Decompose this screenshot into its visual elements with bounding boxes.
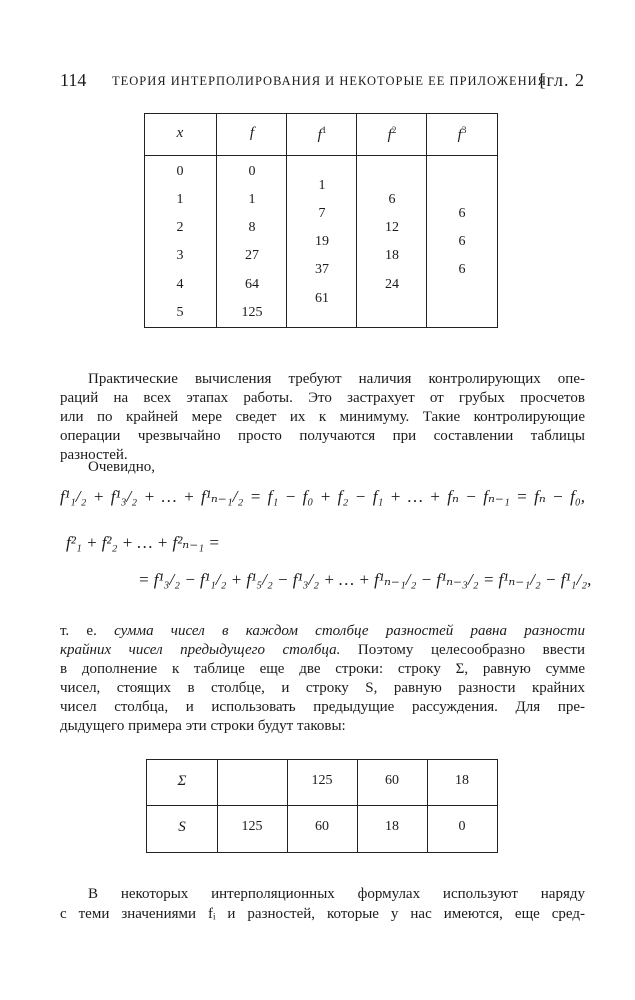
- f-cell: 0: [248, 164, 256, 179]
- formula-line-2: f²₁ + f²₂ + … + f²ₙ₋₁ =: [66, 533, 220, 552]
- paragraph-line: дыдущего примера эти строки будут таковы:: [60, 718, 346, 734]
- paragraph-line: или по крайней мере сведет их к минимуму. Такие контролирующие: [60, 409, 585, 425]
- x-cell: 3: [176, 248, 184, 263]
- page-number: 114: [60, 70, 87, 90]
- s-cell: 125: [241, 819, 263, 834]
- d1-cell: 19: [315, 234, 329, 249]
- d2-cell: 12: [385, 220, 399, 235]
- paragraph-line: чисел столбца, и использовать предыдущие рассуждения. Для пре-: [60, 699, 585, 715]
- f-cell: 64: [245, 277, 259, 292]
- d3-cell: 6: [458, 262, 466, 277]
- sigma-cell: 125: [311, 773, 333, 788]
- sum-table: [146, 759, 498, 853]
- f-cell: 8: [248, 220, 256, 235]
- x-cell: 4: [176, 277, 184, 292]
- paragraph-line: раций на всех этапах работы. Это застрахует от грубых просчетов: [60, 390, 585, 406]
- s-cell: 60: [315, 819, 329, 834]
- paragraph-line: в дополнение к таблице еще две строки: строку Σ, равную сумме: [60, 661, 585, 677]
- d1-cell: 1: [318, 178, 326, 193]
- paragraph-line: крайних чисел предыдущего столбца. Поэтому целесообразно ввести: [60, 642, 585, 658]
- d3-cell: 6: [458, 234, 466, 249]
- paragraph-line: разностей.: [60, 447, 128, 463]
- d2-cell: 6: [388, 192, 396, 207]
- s-cell: 18: [385, 819, 399, 834]
- sigma-cell: 60: [385, 773, 399, 788]
- d1-cell: 37: [315, 262, 329, 277]
- d1-cell: 7: [318, 206, 326, 221]
- d2-cell: 18: [385, 248, 399, 263]
- column-header-x: x: [176, 125, 184, 141]
- s-row-label: S: [178, 819, 186, 835]
- d1-cell: 61: [315, 291, 329, 306]
- paragraph-line: операции чрезвычайно просто получаются при составлении таблицы: [60, 428, 585, 444]
- x-cell: 0: [176, 164, 184, 179]
- s-cell: 0: [458, 819, 466, 834]
- d2-cell: 24: [385, 277, 399, 292]
- paragraph-line: чисел, стоящих в столбце, и строку S, равную разности крайних: [60, 680, 585, 696]
- paragraph-line: т. е. сумма чисел в каждом столбце разностей равна разности: [60, 623, 585, 639]
- column-header-f2: $f^2$: [387, 125, 397, 143]
- f-cell: 27: [245, 248, 259, 263]
- f-cell: 1: [248, 192, 256, 207]
- sigma-cell: 18: [455, 773, 469, 788]
- table-header-rule: [145, 155, 497, 156]
- row-divider: [147, 805, 497, 806]
- paragraph-line: с теми значениями fᵢ и разностей, которые у нас имеются, еще сред-: [60, 906, 585, 922]
- column-header-f1: $f^1$: [317, 125, 327, 143]
- x-cell: 1: [176, 192, 184, 207]
- x-cell: 5: [176, 305, 184, 320]
- paragraph-line: В некоторых интерполяционных формулах используют наряду: [88, 886, 585, 902]
- obviously-text: Очевидно,: [88, 459, 156, 475]
- x-cell: 2: [176, 220, 184, 235]
- sigma-row-label: Σ: [177, 773, 187, 789]
- running-header: [60, 70, 585, 96]
- column-divider: [217, 760, 218, 852]
- difference-table: [144, 113, 498, 328]
- paragraph-line: Практические вычисления требуют наличия контролирующих опе-: [88, 371, 585, 387]
- d3-cell: 6: [458, 206, 466, 221]
- running-title: ТЕОРИЯ ИНТЕРПОЛИРОВАНИЯ И НЕКОТОРЫЕ ЕЕ ПРИЛОЖЕНИЯ: [112, 74, 547, 88]
- column-header-f3: $f^3$: [457, 125, 467, 143]
- formula-line-1: f¹₁/₂ + f¹₃/₂ + … + f¹ₙ₋₁/₂ = f₁ − f₀ + f₂ − f₁ + … + fₙ − fₙ₋₁ = fₙ − f₀,: [60, 487, 585, 506]
- f-cell: 125: [241, 305, 263, 320]
- chapter-marker: [гл. 2: [539, 70, 585, 90]
- emphasis-text: сумма чисел в каждом столбце разностей равна разности: [114, 623, 585, 639]
- formula-line-3: = f¹₃/₂ − f¹₁/₂ + f¹₅/₂ − f¹₃/₂ + … + f¹ₙ₋₁/₂ − f¹ₙ₋₃/₂ = f¹ₙ₋₁/₂ − f¹₁/₂,: [138, 570, 592, 589]
- column-header-f: f: [249, 125, 255, 141]
- emphasis-text: крайних чисел предыдущего столбца.: [60, 642, 341, 658]
